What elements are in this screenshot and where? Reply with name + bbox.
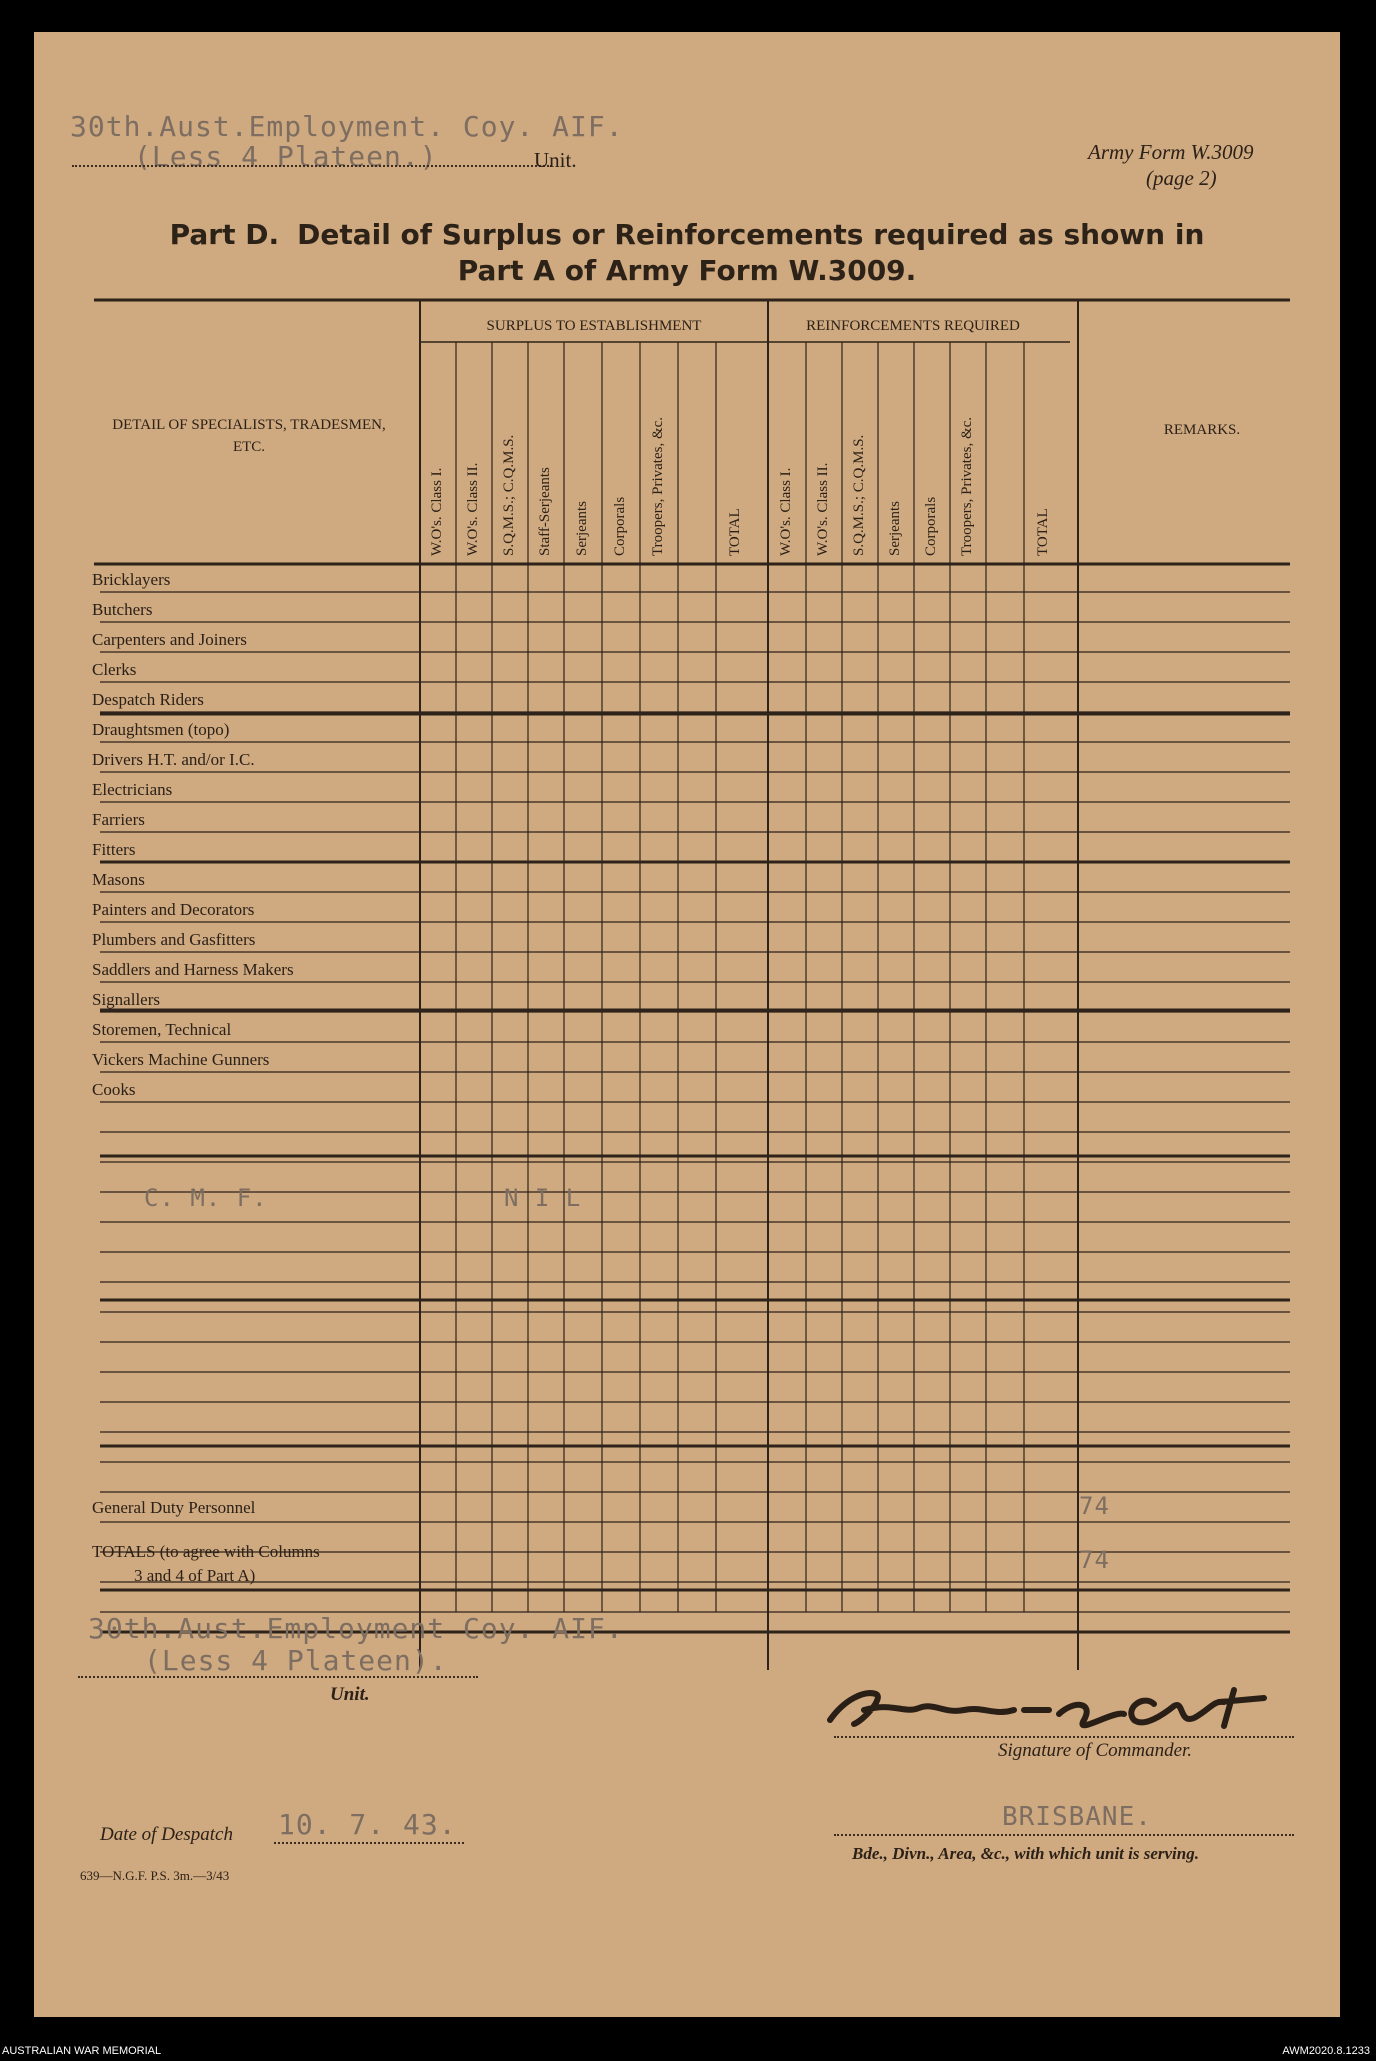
- row-label: Butchers: [92, 600, 153, 619]
- area-value: BRISBANE.: [1002, 1802, 1152, 1832]
- general-duty-remarks: 74: [1079, 1492, 1110, 1520]
- reinforcements-subheader: Corporals: [923, 496, 939, 556]
- reinforcements-subheader: W.O's. Class I.: [778, 467, 794, 556]
- surplus-subheader: Troopers, Privates, &c.: [650, 416, 666, 556]
- print-code: 639—N.G.F. P.S. 3m.—3/43: [80, 1868, 230, 1883]
- area-dotted-line: [834, 1834, 1294, 1836]
- footer-unit-line2: (Less 4 Plateen).: [144, 1644, 448, 1677]
- reinforcements-subheader: S.Q.M.S.; C.Q.M.S.: [851, 434, 867, 556]
- row-label: Signallers: [92, 990, 160, 1009]
- cmf-value: N I L: [504, 1184, 582, 1212]
- surplus-subheader: Staff-Serjeants: [537, 467, 553, 556]
- reinforcements-subheader: W.O's. Class II.: [815, 462, 831, 556]
- surplus-column-header: SURPLUS TO ESTABLISHMENT: [486, 318, 702, 334]
- surplus-subheader: Serjeants: [574, 501, 590, 556]
- surplus-subheader: W.O's. Class I.: [429, 467, 445, 556]
- row-label: Painters and Decorators: [92, 900, 255, 919]
- surplus-subheader: S.Q.M.S.; C.Q.M.S.: [501, 434, 517, 556]
- title-text-line1: Detail of Surplus or Reinforcements required as shown in: [297, 218, 1205, 251]
- row-label: Storemen, Technical: [92, 1020, 232, 1039]
- margin-left-caption: AUSTRALIAN WAR MEMORIAL: [2, 2045, 162, 2057]
- title-part: Part D.: [169, 218, 280, 251]
- header-unit-label: Unit.: [534, 148, 577, 172]
- reinforcements-subheader: Troopers, Privates, &c.: [959, 416, 975, 556]
- remarks-column-header: REMARKS.: [1163, 422, 1241, 438]
- row-label: Farriers: [92, 810, 145, 829]
- title-line2: Part A of Army Form W.3009.: [457, 254, 917, 287]
- row-label: Fitters: [92, 840, 136, 859]
- cmf-label: C. M. F.: [144, 1184, 268, 1212]
- date-label: Date of Despatch: [100, 1824, 233, 1845]
- form-id: Army Form W.3009: [1088, 140, 1254, 164]
- signature-label: Signature of Commander.: [998, 1740, 1193, 1761]
- row-label: Plumbers and Gasfitters: [92, 930, 256, 949]
- header-unit-line1: 30th.Aust.Employment. Coy. AIF.: [70, 110, 624, 143]
- general-duty-label: General Duty Personnel: [92, 1498, 256, 1517]
- form-page-number: (page 2): [1146, 166, 1217, 190]
- footer-unit-label: Unit.: [330, 1684, 370, 1705]
- totals-remarks: 74: [1079, 1546, 1110, 1574]
- row-label: Saddlers and Harness Makers: [92, 960, 294, 979]
- surplus-subheader: W.O's. Class II.: [465, 462, 481, 556]
- date-value: 10. 7. 43.: [278, 1808, 457, 1841]
- row-label: Drivers H.T. and/or I.C.: [92, 750, 255, 769]
- reinforcements-subheader: TOTAL: [1035, 508, 1051, 556]
- margin-right-caption: AWM2020.8.1233: [1282, 2045, 1370, 2057]
- row-label: Masons: [92, 870, 145, 889]
- area-label: Bde., Divn., Area, &c., with which unit is serving.: [852, 1844, 1199, 1863]
- commander-signature: [824, 1680, 1334, 1740]
- footer-unit-dotted-line: [78, 1676, 478, 1678]
- surplus-subheader: TOTAL: [727, 508, 743, 556]
- row-label: Clerks: [92, 660, 137, 679]
- form-page: [34, 32, 1340, 2017]
- row-label: Vickers Machine Gunners: [92, 1050, 270, 1069]
- detail-column-header: DETAIL OF SPECIALISTS, TRADESMEN, ETC.: [112, 417, 386, 455]
- footer-unit-line1: 30th.Aust.Employment Coy. AIF.: [88, 1612, 624, 1645]
- surplus-subheader: Corporals: [612, 496, 628, 556]
- totals-label-line1: TOTALS (to agree with Columns: [92, 1542, 320, 1561]
- row-label: Bricklayers: [92, 570, 171, 589]
- row-label: Draughtsmen (topo): [92, 720, 230, 739]
- row-label: Despatch Riders: [92, 690, 204, 709]
- reinforcements-column-header: REINFORCEMENTS REQUIRED: [806, 318, 1020, 334]
- header-unit-line2: (Less 4 Plateen.): [134, 140, 438, 173]
- row-label: Cooks: [92, 1080, 136, 1099]
- date-dotted-line: [274, 1842, 464, 1844]
- row-label: Carpenters and Joiners: [92, 630, 247, 649]
- reinforcements-subheader: Serjeants: [887, 501, 903, 556]
- totals-label-line2: 3 and 4 of Part A): [134, 1566, 256, 1585]
- signature-dotted-line: [834, 1736, 1294, 1738]
- row-label: Electricians: [92, 780, 173, 799]
